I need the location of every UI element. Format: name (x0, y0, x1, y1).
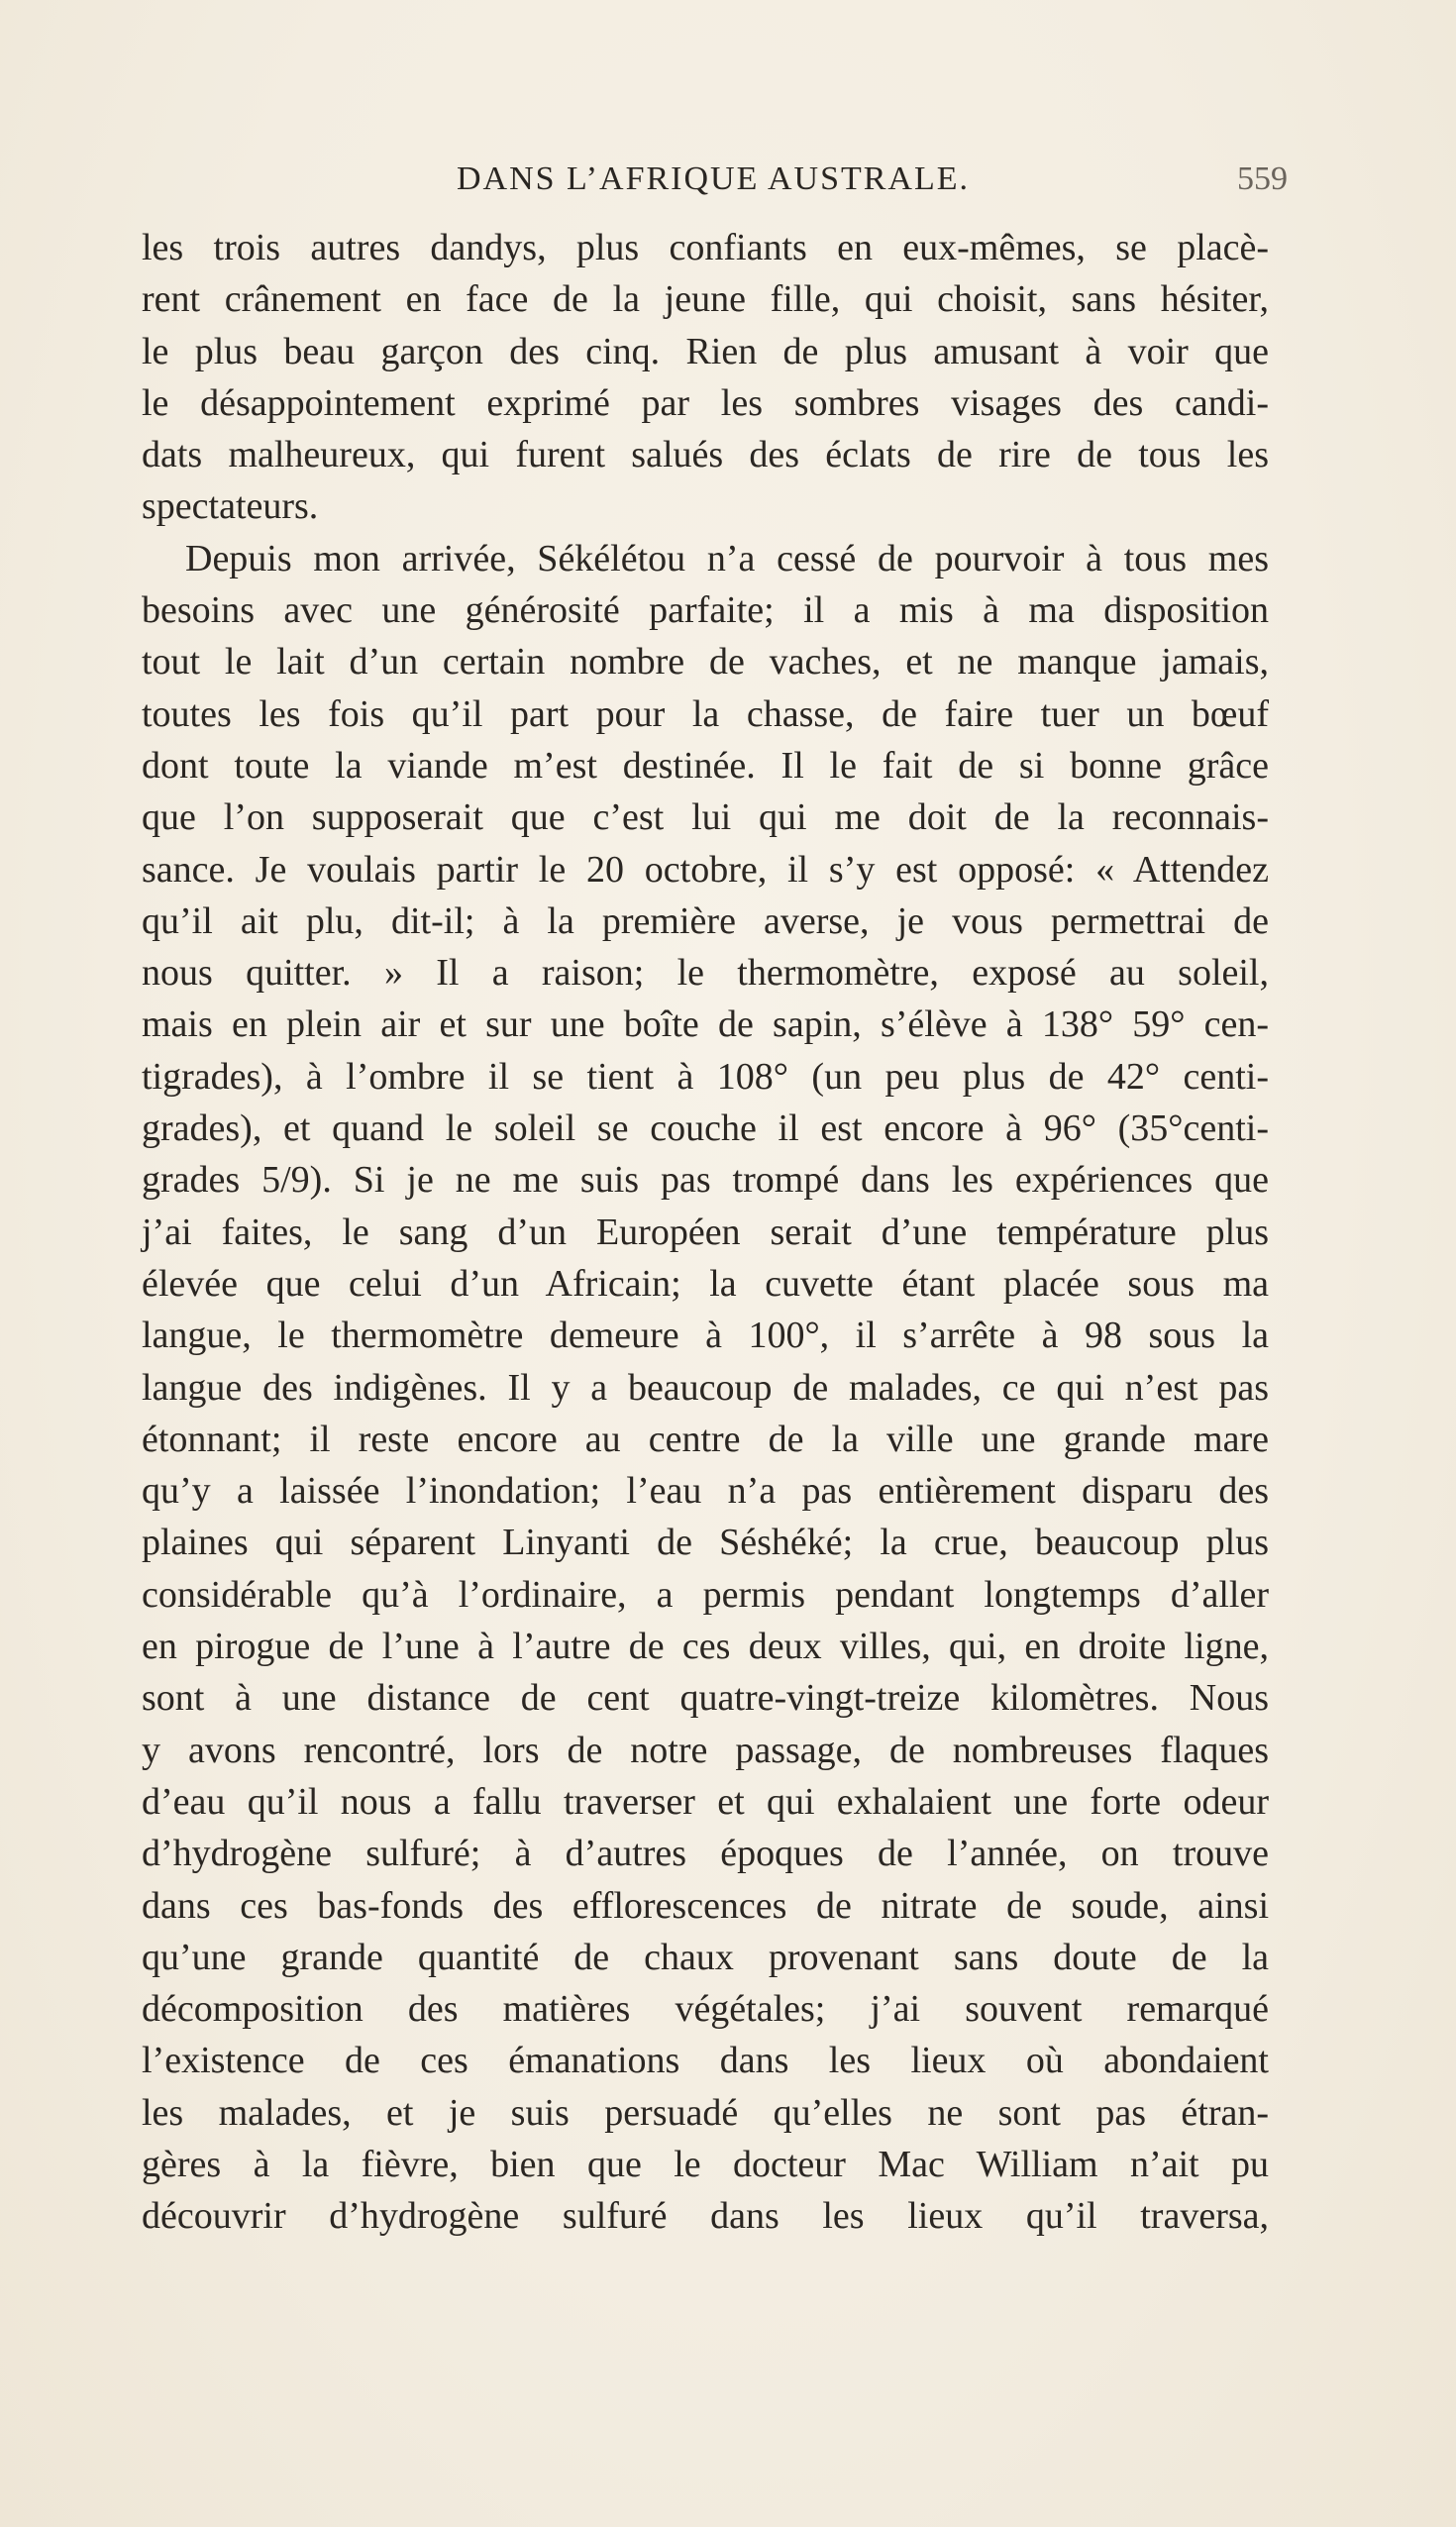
text-line: d’eau qu’il nous a fallu traverser et qui exhalaient une forte odeur (142, 1780, 1269, 1823)
text-line: grades 5/9). Si je ne me suis pas trompé dans les expériences que (142, 1159, 1269, 1202)
text-line: besoins avec une générosité parfaite; il a mis à ma disposition (142, 589, 1269, 632)
running-title: DANS L’AFRIQUE AUSTRALE. (456, 160, 971, 197)
text-line: sont à une distance de cent quatre-vingt-treize kilomètres. Nous (142, 1677, 1269, 1720)
text-line: que l’on supposerait que c’est lui qui me doit de la reconnais- (142, 796, 1269, 839)
text-line: le plus beau garçon des cinq. Rien de plus amusant à voir que (142, 330, 1269, 372)
text-line: les trois autres dandys, plus confiants en eux-mêmes, se placè- (142, 227, 1269, 268)
text-line: plaines qui séparent Linyanti de Séshéké; la crue, beaucoup plus (142, 1522, 1269, 1564)
text-line: langue des indigènes. Il y a beaucoup de malades, ce qui n’est pas (142, 1366, 1269, 1409)
text-line: le désappointement exprimé par les sombres visages des candi- (142, 381, 1269, 424)
text-line: tout le lait d’un certain nombre de vaches, et ne manque jamais, (142, 641, 1269, 684)
text-line: les malades, et je suis persuadé qu’elles ne sont pas étran- (142, 2091, 1269, 2134)
page-number: 559 (1237, 160, 1288, 197)
text-line: sance. Je voulais partir le 20 octobre, il s’y est opposé: « Attendez (142, 848, 1269, 891)
text-line: j’ai faites, le sang d’un Européen serait d’une température plus (142, 1211, 1269, 1253)
text-line: dont toute la viande m’est destinée. Il le fait de si bonne grâce (142, 744, 1269, 787)
text-line: grades), et quand le soleil se couche il est encore à 96° (35°centi- (142, 1107, 1269, 1150)
text-line: élevée que celui d’un Africain; la cuvette étant placée sous ma (142, 1262, 1269, 1305)
text-line: qu’une grande quantité de chaux provenant sans doute de la (142, 1936, 1269, 1978)
text-line: rent crânement en face de la jeune fille, qui choisit, sans hésiter, (142, 278, 1269, 321)
text-line: dans ces bas-fonds des efflorescences de nitrate de soude, ainsi (142, 1884, 1269, 1927)
text-line: tigrades), à l’ombre il se tient à 108° (un peu plus de 42° centi- (142, 1055, 1269, 1098)
paragraph-start-line: Depuis mon arrivée, Sékélétou n’a cessé de pourvoir à tous mes (185, 537, 1269, 579)
body-text (142, 222, 1269, 2243)
text-line: spectateurs. (142, 485, 319, 528)
text-line: y avons rencontré, lors de notre passage, de nombreuses flaques (142, 1729, 1269, 1771)
text-line: l’existence de ces émanations dans les lieux où abondaient (142, 2040, 1269, 2082)
text-line: mais en plein air et sur une boîte de sapin, s’élève à 138° 59° cen- (142, 1003, 1269, 1046)
text-line: étonnant; il reste encore au centre de la ville une grande mare (142, 1418, 1269, 1460)
text-line: gères à la fièvre, bien que le docteur Mac William n’ait pu (142, 2143, 1269, 2185)
text-line: qu’il ait plu, dit-il; à la première averse, je vous permettrai de (142, 899, 1269, 942)
text-line: en pirogue de l’une à l’autre de ces deux villes, qui, en droite ligne, (142, 1626, 1269, 1668)
text-line: d’hydrogène sulfuré; à d’autres époques de l’année, on trouve (142, 1833, 1269, 1875)
text-line: dats malheureux, qui furent salués des éclats de rire de tous les (142, 434, 1269, 476)
text-line: décomposition des matières végétales; j’ai souvent remarqué (142, 1988, 1269, 2031)
text-line: langue, le thermomètre demeure à 100°, il s’arrête à 98 sous la (142, 1315, 1269, 1357)
text-line: considérable qu’à l’ordinaire, a permis pendant longtemps d’aller (142, 1573, 1269, 1616)
running-head (139, 160, 1288, 210)
text-line: découvrir d’hydrogène sulfuré dans les lieux qu’il traversa, (142, 2195, 1269, 2238)
text-line: toutes les fois qu’il part pour la chasse, de faire tuer un bœuf (142, 692, 1269, 735)
text-line: nous quitter. » Il a raison; le thermomètre, exposé au soleil, (142, 952, 1269, 995)
text-line: qu’y a laissée l’inondation; l’eau n’a pas entièrement disparu des (142, 1470, 1269, 1513)
